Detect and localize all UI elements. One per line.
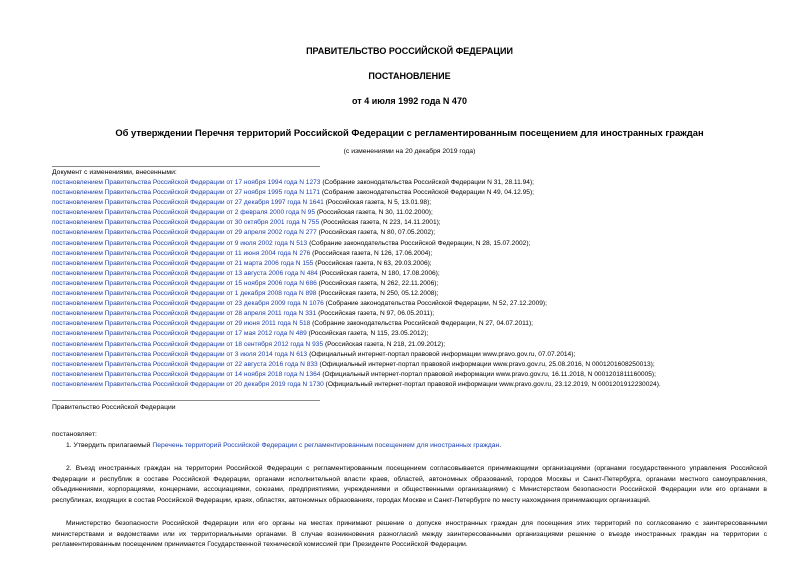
revision-note: (с изменениями на 20 декабря 2019 года) [343,148,476,155]
amendment-source: (Российская газета, N 5, 13.01.98); [323,199,432,207]
amendment-item [52,370,767,380]
amendment-source: (Собрание законодательства Российской Федерации N 31, 28.11.94); [320,179,534,186]
divider-bottom [52,400,320,401]
amendment-source: (Собрание законодательства Российской Федерации N 49, 04.12.95); [320,189,534,197]
amendment-link[interactable]: постановлением Правительства Российской Федерации от 23 декабря 2009 года N 1076 [52,300,324,308]
amendment-source: (Российская газета, N 180, 17.08.2006); [317,269,440,277]
amendment-link[interactable]: постановлением Правительства Российской Федерации от 13 августа 2006 года N 484 [52,269,318,277]
amendment-source: (Российская газета, N 30, 11.02.2000); [315,209,433,217]
paragraph-3: Министерство безопасности Российской Федерации или его органы на местах принимают решение о допуске иностранных граждан для посещения этих территорий по согласованию с заинтересованными министерствами и ведомствами или их территориальными органами. В случае возникновения разногласий между заинтересованными организациями решение о въезде иностранных граждан на территории с регламентированным посещением принимается Государственной технической комиссией при Президенте Российской Федерации. [52,520,767,549]
amendment-item [52,350,767,360]
amendment-link[interactable]: постановлением Правительства Российской Федерации от 27 декабря 1997 года N 1641 [52,199,324,207]
amendment-source: (Российская газета, N 262, 22.11.2006); [316,279,439,287]
amendment-item [52,380,767,390]
amendment-item [52,289,767,299]
amendment-source: (Российская газета, N 250, 05.12.2008); [316,290,439,298]
amendment-item [52,279,767,289]
amendment-link[interactable]: постановлением Правительства Российской Федерации от 15 ноября 2006 года N 686 [52,279,317,287]
amendment-item [52,299,767,309]
amendment-item [52,208,767,218]
amendment-source: (Российская газета, N 223, 14.11.2001); [319,219,441,227]
amendment-item [52,259,767,269]
amendment-item [52,329,767,339]
amendment-source: (Собрание законодательства Российской Федерации, N 27, 04.07.2011); [310,320,534,328]
amendment-link[interactable]: постановлением Правительства Российской Федерации от 28 апреля 2011 года N 331 [52,310,317,318]
amendment-link[interactable]: постановлением Правительства Российской Федерации от 9 июля 2002 года N 513 [52,239,308,247]
amendment-item [52,178,767,188]
amendment-item [52,239,767,249]
amendment-item [52,269,767,279]
government-heading: ПРАВИТЕЛЬСТВО РОССИЙСКОЙ ФЕДЕРАЦИИ [306,46,513,56]
amendment-item [52,198,767,208]
amendment-item [52,218,767,228]
amendment-item [52,188,767,198]
amendment-item [52,249,767,259]
amendment-source: (Российская газета, N 115, 23.05.2012); [306,330,429,338]
paragraph-2: 2. Въезд иностранных граждан на территории Российской Федерации с регламентированным посещением согласовывается принимающими организациями (органами государственного управления Российской Федерации и республик в составе Российской Федерации, органами исполнительной власти краев, областей, автономных образований, городов Москвы и Санкт-Петербурга, органами местного самоуправления, объединениями, корпорациями, концернами, ассоциациями, союзами, предприятиями, учреждениями и общественными организациями) с Министерством безопасности Российской Федерации или его органами в республиках, входящих в состав Российской Федерации, краях, областях, автономных образованиях, городах Москве и Санкт-Петербурге по месту нахождения принимающих организаций. [52,465,767,504]
amendment-link[interactable]: постановлением Правительства Российской Федерации от 30 октября 2001 года N 755 [52,219,320,227]
document-date-number: от 4 июля 1992 года N 470 [352,96,467,106]
paragraph-1 [52,441,767,452]
paragraph-1-suffix: . [499,441,502,449]
amendment-link[interactable]: постановлением Правительства Российской Федерации от 2 февраля 2000 года N 95 [52,209,316,217]
amendment-source: (Собрание законодательства Российской Федерации, N 52, 27.12.2009); [323,300,547,308]
amendment-item [52,309,767,319]
amendment-link[interactable]: постановлением Правительства Российской Федерации от 17 мая 2012 года N 489 [52,330,307,338]
amendment-link[interactable]: постановлением Правительства Российской Федерации от 27 ноября 1995 года N 1171 [52,189,320,197]
document-title: Об утверждении Перечня территорий Российской Федерации с регламентированным посещением для иностранных граждан [115,127,704,138]
amendment-source: (Официальный интернет-портал правовой информации www.pravo.gov.ru, 07.07.2014); [307,350,576,358]
amendment-source: (Официальный интернет-портал правовой информации www.pravo.gov.ru, 16.11.2018, N 0001201811160005); [320,370,656,378]
amendment-source: (Российская газета, N 126, 17.06.2004); [310,249,433,257]
issuer-signature: Правительство Российской Федерации [52,403,176,411]
amendment-source: (Официальный интернет-портал правовой информации www.pravo.gov.ru, 25.08.2016, N 0001201608250013); [317,360,655,368]
amendment-link[interactable]: постановлением Правительства Российской Федерации от 29 июня 2011 года N 518 [52,320,311,328]
amendment-link[interactable]: постановлением Правительства Российской Федерации от 1 декабря 2008 года N 898 [52,290,317,298]
amendments-heading: Документ с изменениями, внесенными: [52,169,177,176]
amendment-item [52,319,767,329]
paragraph-1-prefix: 1. Утвердить прилагаемый [66,441,153,449]
amendment-link[interactable]: постановлением Правительства Российской Федерации от 21 марта 2006 года N 155 [52,259,314,267]
amendment-source: (Российская газета, N 97, 06.05.2011); [316,310,435,318]
amendments-list [52,178,767,390]
divider-top [52,166,320,167]
amendment-link[interactable]: постановлением Правительства Российской Федерации от 29 апреля 2002 года N 277 [52,229,317,237]
amendment-link[interactable]: постановлением Правительства Российской Федерации от 22 августа 2016 года N 833 [52,360,318,368]
amendment-source: (Официальный интернет-портал правовой информации www.pravo.gov.ru, 23.12.2019, N 0001201912230024). [323,380,661,388]
amendment-link[interactable]: постановлением Правительства Российской Федерации от 14 ноября 2018 года N 1364 [52,370,321,378]
amendment-link[interactable]: постановлением Правительства Российской Федерации от 3 июля 2014 года N 613 [52,350,308,358]
amendment-source: (Российская газета, N 80, 07.05.2002); [316,229,436,237]
amendment-link[interactable]: постановлением Правительства Российской Федерации от 20 декабря 2019 года N 1730 [52,380,324,388]
list-of-territories-link[interactable]: Перечень территорий Российской Федерации с регламентированным посещением для иностранных граждан [152,441,500,449]
document-type: ПОСТАНОВЛЕНИЕ [368,71,451,81]
amendment-source: (Российская газета, N 63, 29.03.2006); [313,259,432,267]
amendment-item [52,228,767,238]
amendment-link[interactable]: постановлением Правительства Российской Федерации от 17 ноября 1994 года N 1273 [52,179,321,186]
amendment-link[interactable]: постановлением Правительства Российской Федерации от 18 сентября 2012 года N 935 [52,340,324,348]
amendment-link[interactable]: постановлением Правительства Российской Федерации от 11 июня 2004 года N 276 [52,249,311,257]
amendment-source: (Российская газета, N 218, 21.09.2012); [323,340,446,348]
amendment-source: (Собрание законодательства Российской Федерации, N 28, 15.07.2002); [307,239,531,247]
amendment-item [52,340,767,350]
decree-intro: постановляет: [52,430,97,438]
amendment-item [52,360,767,370]
